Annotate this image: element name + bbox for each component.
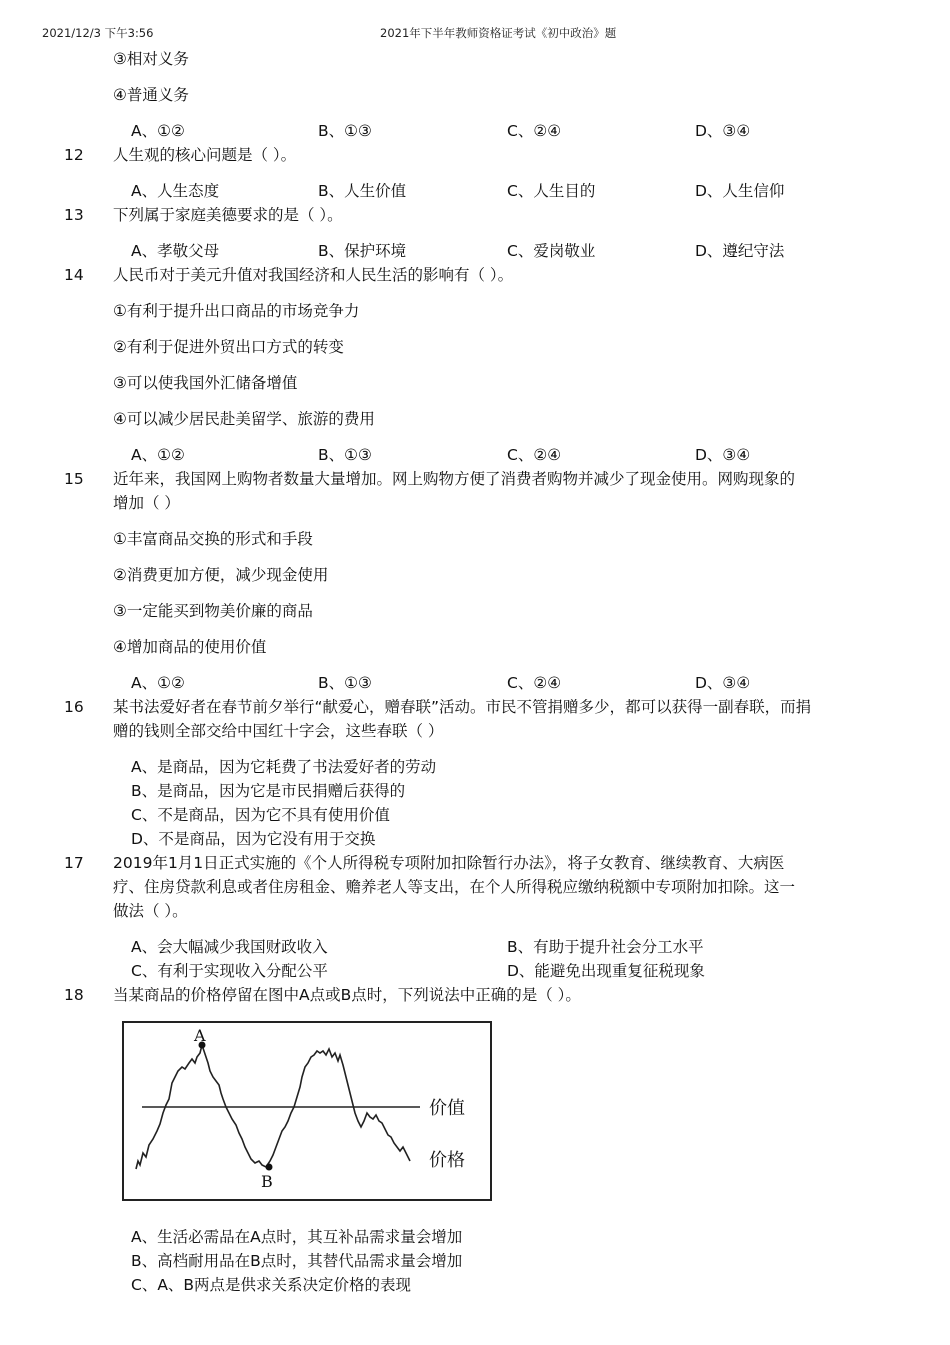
q16-stem-line1: 某书法爱好者在春节前夕举行“献爱心，赠春联”活动。市民不管捐赠多少，都可以获得一副春联，而捐	[113, 698, 812, 716]
q15-option-c: C、②④	[507, 674, 562, 692]
q14-option-b: B、①③	[318, 446, 372, 464]
q14-stem: 人民币对于美元升值对我国经济和人民生活的影响有（ ）。	[113, 266, 514, 284]
price-value-figure	[122, 1021, 492, 1201]
q15-stem-line2: 增加（ ）	[113, 494, 180, 512]
q11-option-d: D、③④	[695, 122, 751, 140]
q15-option-a: A、①②	[131, 674, 185, 692]
q18-option-b: B、高档耐用品在B点时，其替代品需求量会增加	[131, 1252, 463, 1270]
q11-option-a: A、①②	[131, 122, 185, 140]
q15-item-1: ①丰富商品交换的形式和手段	[113, 530, 313, 548]
q18-option-c: C、A、B两点是供求关系决定价格的表现	[131, 1276, 412, 1294]
q16-number: 16	[64, 698, 84, 716]
q14-option-c: C、②④	[507, 446, 562, 464]
point-b-marker	[266, 1164, 273, 1171]
q14-option-d: D、③④	[695, 446, 751, 464]
q17-option-a: A、会大幅减少我国财政收入	[131, 938, 328, 956]
q15-option-d: D、③④	[695, 674, 751, 692]
q17-option-d: D、能避免出现重复征税现象	[507, 962, 705, 980]
q17-stem-line3: 做法（ ）。	[113, 902, 188, 920]
value-line-label: 价值	[429, 1098, 465, 1119]
q16-stem-line2: 赠的钱则全部交给中国红十字会，这些春联（ ）	[113, 722, 444, 740]
q12-option-a: A、人生态度	[131, 182, 220, 200]
q16-option-c: C、不是商品，因为它不具有使用价值	[131, 806, 390, 824]
q13-stem: 下列属于家庭美德要求的是（ ）。	[113, 206, 343, 224]
q16-option-b: B、是商品，因为它是市民捐赠后获得的	[131, 782, 406, 800]
q17-stem-line2: 疗、住房贷款利息或者住房租金、赡养老人等支出，在个人所得税应缴纳税额中专项附加扣除。这一	[113, 878, 796, 896]
q12-stem: 人生观的核心问题是（ ）。	[113, 146, 297, 164]
q14-option-a: A、①②	[131, 446, 185, 464]
point-b-label: B	[261, 1172, 273, 1191]
q17-option-c: C、有利于实现收入分配公平	[131, 962, 328, 980]
q11-option-c: C、②④	[507, 122, 562, 140]
q12-option-b: B、人生价值	[318, 182, 407, 200]
q14-item-2: ②有利于促进外贸出口方式的转变	[113, 338, 344, 356]
q17-number: 17	[64, 854, 84, 872]
q14-item-4: ④可以减少居民赴美留学、旅游的费用	[113, 410, 375, 428]
q12-number: 12	[64, 146, 84, 164]
q14-item-1: ①有利于提升出口商品的市场竞争力	[113, 302, 360, 320]
print-datetime: 2021/12/3 下午3:56	[42, 26, 154, 40]
q13-option-d: D、遵纪守法	[695, 242, 785, 260]
price-curve-label: 价格	[429, 1150, 465, 1171]
q17-option-b: B、有助于提升社会分工水平	[507, 938, 704, 956]
q18-option-a: A、生活必需品在A点时，其互补品需求量会增加	[131, 1228, 463, 1246]
q13-option-b: B、保护环境	[318, 242, 407, 260]
q12-option-d: D、人生信仰	[695, 182, 785, 200]
q13-option-a: A、孝敬父母	[131, 242, 220, 260]
q15-number: 15	[64, 470, 84, 488]
q15-item-3: ③一定能买到物美价廉的商品	[113, 602, 313, 620]
q14-number: 14	[64, 266, 84, 284]
q15-stem-line1: 近年来，我国网上购物者数量大量增加。网上购物方便了消费者购物并减少了现金使用。网购现象的	[113, 470, 796, 488]
point-a-label: A	[194, 1026, 206, 1045]
q14-item-3: ③可以使我国外汇储备增值	[113, 374, 298, 392]
q17-stem-line1: 2019年1月1日正式实施的《个人所得税专项附加扣除暂行办法》，将子女教育、继续教育、大病医	[113, 854, 785, 872]
q11-item-3: ③相对义务	[113, 50, 189, 68]
q13-option-c: C、爱岗敬业	[507, 242, 596, 260]
q16-option-d: D、不是商品，因为它没有用于交换	[131, 830, 376, 848]
q13-number: 13	[64, 206, 84, 224]
q11-item-4: ④普通义务	[113, 86, 189, 104]
q18-number: 18	[64, 986, 84, 1004]
q15-item-4: ④增加商品的使用价值	[113, 638, 267, 656]
q15-option-b: B、①③	[318, 674, 372, 692]
q11-option-b: B、①③	[318, 122, 372, 140]
q15-item-2: ②消费更加方便，减少现金使用	[113, 566, 329, 584]
q18-stem: 当某商品的价格停留在图中A点或B点时，下列说法中正确的是（ ）。	[113, 986, 581, 1004]
q12-option-c: C、人生目的	[507, 182, 596, 200]
q16-option-a: A、是商品，因为它耗费了书法爱好者的劳动	[131, 758, 437, 776]
document-title: 2021年下半年教师资格证考试《初中政治》题	[380, 26, 617, 40]
